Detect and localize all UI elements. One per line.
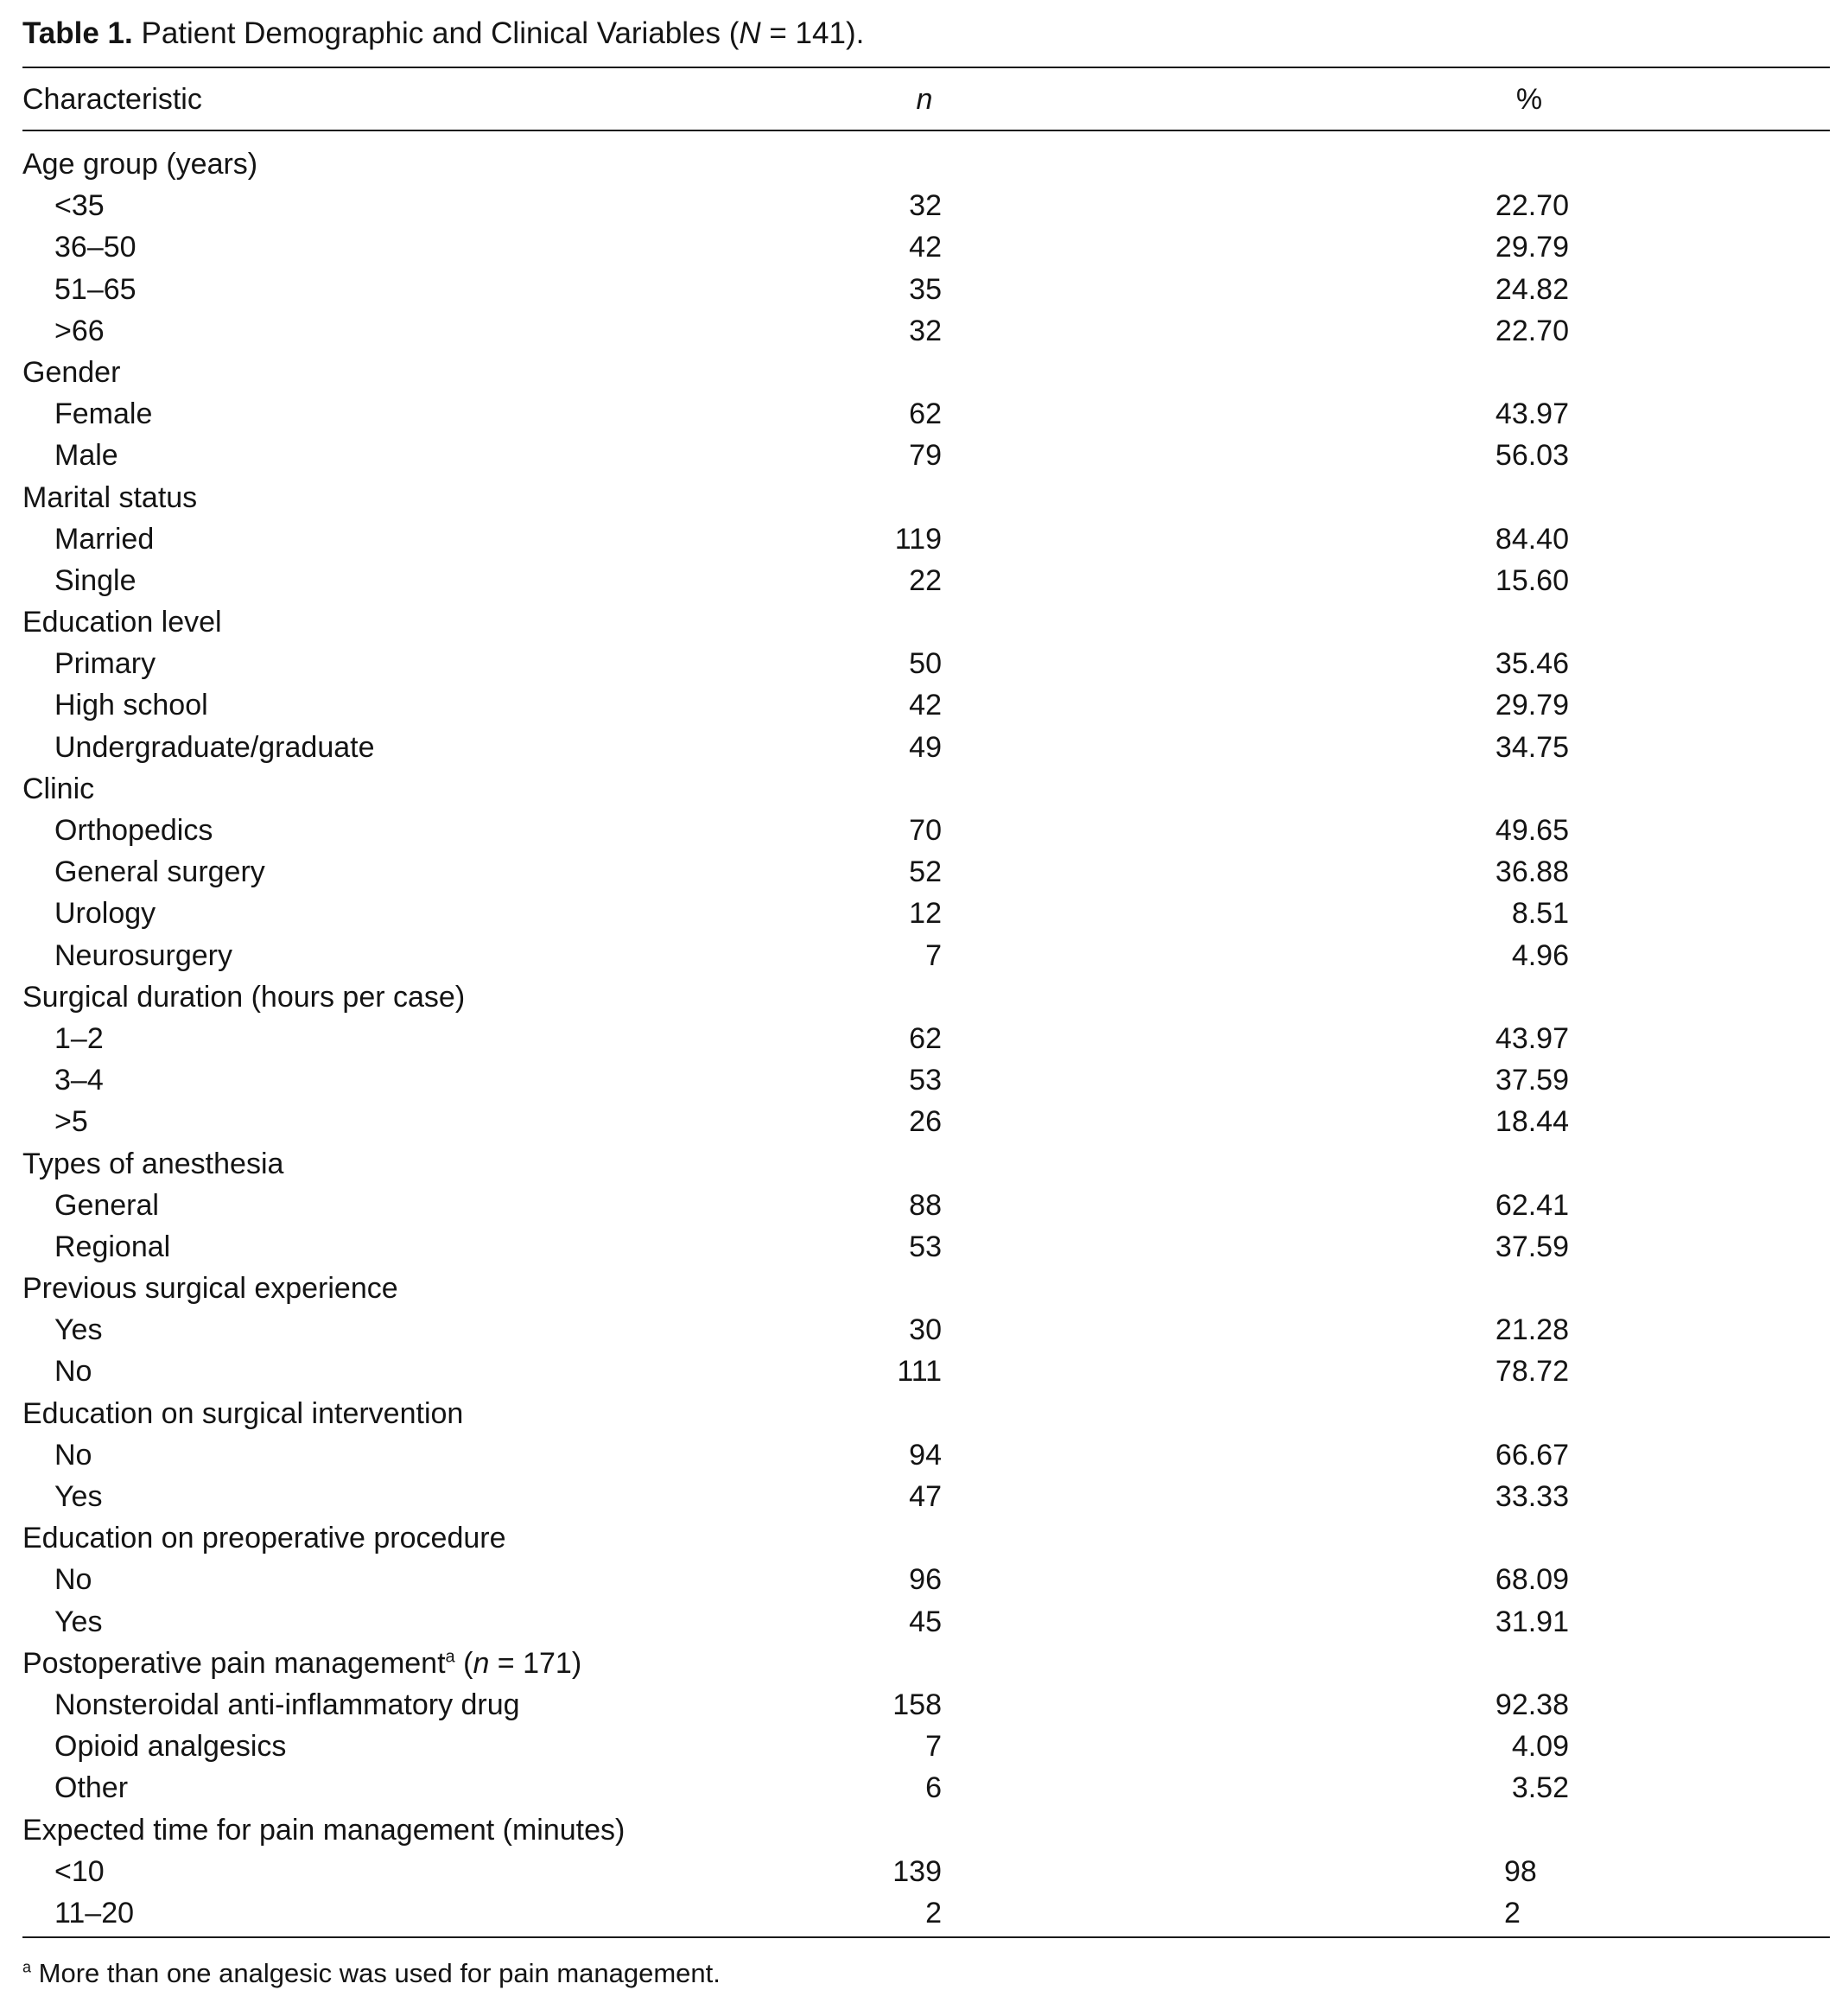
row-percent-value: 66.67: [1495, 1438, 1569, 1472]
table-row: [0, 435, 1848, 476]
row-label: [54, 1434, 92, 1476]
row-percent-value: 18.44: [1495, 1105, 1569, 1139]
row-percent-value: 68.09: [1495, 1563, 1569, 1597]
group-label: [22, 976, 465, 1018]
table-footnote: [22, 1955, 721, 1993]
table-row: [0, 1226, 1848, 1268]
table-header: [0, 78, 1848, 121]
row-label-text: Undergraduate/graduate: [54, 730, 375, 764]
row-percent-value: 78.72: [1495, 1355, 1569, 1389]
table-group-row: [0, 477, 1848, 518]
row-percent-value: 8.51: [1511, 897, 1569, 931]
row-label-text: Orthopedics: [54, 814, 213, 847]
table-row: [0, 1185, 1848, 1226]
header-percent: %: [1515, 83, 1543, 116]
row-label: [54, 1059, 104, 1101]
row-percent-value: 62.41: [1495, 1188, 1569, 1222]
group-label: [22, 143, 257, 185]
row-label: [54, 393, 152, 435]
row-label-text: Education level: [22, 606, 222, 639]
row-percent-value: 22.70: [1495, 189, 1569, 223]
row-label-text: <35: [54, 189, 105, 223]
table-row: [0, 1351, 1848, 1392]
table-group-row: [0, 1393, 1848, 1434]
row-n-value: 42: [909, 231, 942, 264]
row-label-text: Marital status: [22, 480, 198, 514]
row-n-value: 49: [909, 730, 942, 764]
table-group-row: [0, 1143, 1848, 1185]
row-label: [54, 1351, 92, 1392]
table-row: [0, 1101, 1848, 1142]
row-label: [54, 310, 105, 352]
row-label-text: High school: [54, 689, 208, 722]
row-percent-value: 98: [1504, 1854, 1537, 1888]
row-percent-value: 29.79: [1495, 689, 1569, 722]
table-group-row: [0, 976, 1848, 1018]
bottom-rule: [22, 1936, 1830, 1938]
row-n-value: 32: [909, 189, 942, 223]
row-label-text: <10: [54, 1854, 105, 1888]
row-label: [54, 684, 208, 726]
table-row: [0, 643, 1848, 684]
row-percent-value: 34.75: [1495, 730, 1569, 764]
row-n-value: 94: [909, 1438, 942, 1472]
row-label: [54, 893, 156, 934]
table-row: [0, 185, 1848, 226]
row-percent-value: 37.59: [1495, 1230, 1569, 1263]
row-n-value: 7: [925, 938, 942, 972]
table-row: [0, 810, 1848, 851]
table-row: [0, 518, 1848, 560]
caption-text-after: = 141).: [760, 16, 865, 50]
row-percent-value: 29.79: [1495, 231, 1569, 264]
table-row: [0, 269, 1848, 310]
row-n-value: 53: [909, 1064, 942, 1097]
table-row: [0, 1559, 1848, 1600]
row-label-text: Married: [54, 522, 155, 556]
group-label: [22, 601, 222, 643]
table-row: [0, 560, 1848, 601]
row-n-value: 88: [909, 1188, 942, 1222]
table-row: [0, 1851, 1848, 1892]
group-label: [22, 1809, 625, 1851]
table-row: [0, 1726, 1848, 1767]
row-label-text: No: [54, 1438, 92, 1472]
row-label: [54, 727, 375, 768]
group-label: [22, 1268, 398, 1309]
row-percent-value: 4.09: [1511, 1730, 1569, 1764]
row-percent-value: 37.59: [1495, 1064, 1569, 1097]
table-row: [0, 393, 1848, 435]
row-n-value: 158: [892, 1688, 942, 1721]
row-n-value: 47: [909, 1480, 942, 1513]
row-percent-value: 84.40: [1495, 522, 1569, 556]
table-row: [0, 310, 1848, 352]
row-n-value: 79: [909, 439, 942, 473]
row-n-value: 22: [909, 563, 942, 597]
row-label-text: Neurosurgery: [54, 938, 232, 972]
row-n-value: 62: [909, 397, 942, 431]
row-label: [54, 935, 232, 976]
row-label: [54, 1559, 92, 1600]
caption-text-before: Patient Demographic and Clinical Variables (: [141, 16, 740, 50]
row-n-value: 62: [909, 1021, 942, 1055]
header-rule: [22, 130, 1830, 131]
row-percent-value: 35.46: [1495, 647, 1569, 681]
table-row: [0, 893, 1848, 934]
table-group-row: [0, 1517, 1848, 1559]
table-body: [0, 143, 1848, 1934]
row-n-value: 119: [894, 522, 942, 556]
row-label-text: Previous surgical experience: [22, 1272, 398, 1306]
row-label-text: Single: [54, 563, 137, 597]
row-label-text: Nonsteroidal anti-inflammatory drug: [54, 1688, 520, 1721]
row-percent-value: 49.65: [1495, 814, 1569, 847]
row-percent-value: 4.96: [1511, 938, 1569, 972]
row-n-value: 12: [909, 897, 942, 931]
footnote-ref: a: [445, 1647, 455, 1667]
group-label: [22, 1643, 581, 1684]
row-label-text: Postoperative pain management: [22, 1646, 446, 1680]
row-label: [54, 560, 137, 601]
table-group-row: [0, 601, 1848, 643]
row-label: [54, 810, 213, 851]
row-label-text: No: [54, 1355, 92, 1389]
table-row: [0, 1476, 1848, 1517]
row-n-value: 32: [909, 314, 942, 347]
row-label-text: Education on surgical intervention: [22, 1396, 464, 1430]
row-label: [54, 1892, 134, 1934]
row-label-text: No: [54, 1563, 92, 1597]
row-label-text: Yes: [54, 1605, 103, 1638]
row-label: [54, 851, 265, 893]
row-percent-value: 56.03: [1495, 439, 1569, 473]
row-label: [54, 1101, 88, 1142]
table-group-row: [0, 768, 1848, 810]
row-n-value: 45: [909, 1605, 942, 1638]
row-percent-value: 43.97: [1495, 397, 1569, 431]
table-row: [0, 851, 1848, 893]
row-label: [54, 518, 154, 560]
row-label-suffix-close: = 171): [489, 1646, 582, 1680]
row-percent-value: 92.38: [1495, 1688, 1569, 1721]
table-caption: [22, 12, 864, 55]
row-label-text: 51–65: [54, 272, 137, 306]
caption-n-symbol: N: [739, 16, 761, 50]
row-label: [54, 1018, 104, 1059]
row-percent-value: 2: [1504, 1896, 1521, 1930]
row-label-text: Yes: [54, 1480, 103, 1513]
row-label-text: >66: [54, 314, 105, 347]
row-label-text: Opioid analgesics: [54, 1730, 287, 1764]
table-row: [0, 1684, 1848, 1726]
row-label: [54, 1767, 128, 1809]
row-n-value: 52: [909, 855, 942, 889]
row-label-text: Surgical duration (hours per case): [22, 980, 466, 1014]
row-label-text: Expected time for pain management (minutes): [22, 1813, 626, 1847]
top-rule: [22, 67, 1830, 68]
row-n-value: 50: [909, 647, 942, 681]
table-row: [0, 1018, 1848, 1059]
row-label-text: Female: [54, 397, 153, 431]
row-label: [54, 269, 137, 310]
row-label-text: Other: [54, 1771, 129, 1805]
table-group-row: [0, 1809, 1848, 1851]
row-label: [54, 643, 156, 684]
row-percent-value: 33.33: [1495, 1480, 1569, 1513]
row-label-text: Yes: [54, 1313, 103, 1347]
row-label-text: 3–4: [54, 1064, 104, 1097]
row-label-text: Types of anesthesia: [22, 1147, 284, 1180]
table-row: [0, 226, 1848, 268]
row-label-suffix-n: n: [473, 1646, 490, 1680]
row-n-value: 111: [897, 1355, 942, 1389]
row-label: [54, 1476, 102, 1517]
row-label-text: Male: [54, 439, 118, 473]
table-row: [0, 727, 1848, 768]
table-row: [0, 1892, 1848, 1934]
row-n-value: 6: [925, 1771, 942, 1805]
row-n-value: 53: [909, 1230, 942, 1263]
row-percent-value: 36.88: [1495, 855, 1569, 889]
row-label: [54, 1185, 159, 1226]
row-label-text: Urology: [54, 897, 156, 931]
row-percent-value: 24.82: [1495, 272, 1569, 306]
row-n-value: 139: [892, 1854, 942, 1888]
footnote-text: More than one analgesic was used for pain management.: [31, 1958, 721, 1988]
table-group-row: [0, 143, 1848, 185]
table-group-row: [0, 1643, 1848, 1684]
row-label-text: 36–50: [54, 231, 137, 264]
row-n-value: 30: [909, 1313, 942, 1347]
row-n-value: 42: [909, 689, 942, 722]
row-percent-value: 21.28: [1495, 1313, 1569, 1347]
group-label: [22, 352, 120, 393]
table-row: [0, 1309, 1848, 1351]
table-row: [0, 1434, 1848, 1476]
row-label: [54, 226, 137, 268]
row-label-text: 1–2: [54, 1021, 104, 1055]
table-row: [0, 684, 1848, 726]
group-label: [22, 1393, 463, 1434]
footnote-marker: a: [22, 1958, 32, 1976]
row-label: [54, 1601, 102, 1643]
table-row: [0, 1601, 1848, 1643]
row-percent-value: 3.52: [1511, 1771, 1569, 1805]
table-row: [0, 1767, 1848, 1809]
row-label-text: Gender: [22, 355, 121, 389]
table-row: [0, 935, 1848, 976]
group-label: [22, 1517, 506, 1559]
row-n-value: 35: [909, 272, 942, 306]
row-label-text: Age group (years): [22, 148, 258, 181]
row-percent-value: 43.97: [1495, 1021, 1569, 1055]
row-percent-value: 22.70: [1495, 314, 1569, 347]
row-label-text: Primary: [54, 647, 156, 681]
row-label-text: >5: [54, 1105, 88, 1139]
header-n: n: [916, 83, 933, 116]
row-percent-value: 15.60: [1495, 563, 1569, 597]
header-characteristic: Characteristic: [22, 83, 202, 116]
group-label: [22, 477, 197, 518]
row-n-value: 2: [925, 1896, 942, 1930]
group-label: [22, 768, 94, 810]
row-label: [54, 185, 105, 226]
row-label-text: General surgery: [54, 855, 265, 889]
row-label: [54, 1309, 102, 1351]
row-label-text: 11–20: [54, 1896, 135, 1930]
row-label-text: Clinic: [22, 772, 95, 805]
row-n-value: 26: [909, 1105, 942, 1139]
row-n-value: 70: [909, 814, 942, 847]
group-label: [22, 1143, 283, 1185]
row-label: [54, 1684, 520, 1726]
table-row: [0, 1059, 1848, 1101]
table-group-row: [0, 1268, 1848, 1309]
row-label: [54, 1726, 286, 1767]
row-label: [54, 1851, 105, 1892]
row-n-value: 7: [925, 1730, 942, 1764]
table-label: Table 1.: [22, 16, 133, 50]
row-percent-value: 31.91: [1495, 1605, 1569, 1638]
row-label-suffix-open: (: [454, 1646, 473, 1680]
row-label-text: Education on preoperative procedure: [22, 1522, 506, 1555]
row-n-value: 96: [909, 1563, 942, 1597]
row-label-text: General: [54, 1188, 159, 1222]
row-label-text: Regional: [54, 1230, 171, 1263]
row-label: [54, 1226, 170, 1268]
table-group-row: [0, 352, 1848, 393]
row-label: [54, 435, 118, 476]
